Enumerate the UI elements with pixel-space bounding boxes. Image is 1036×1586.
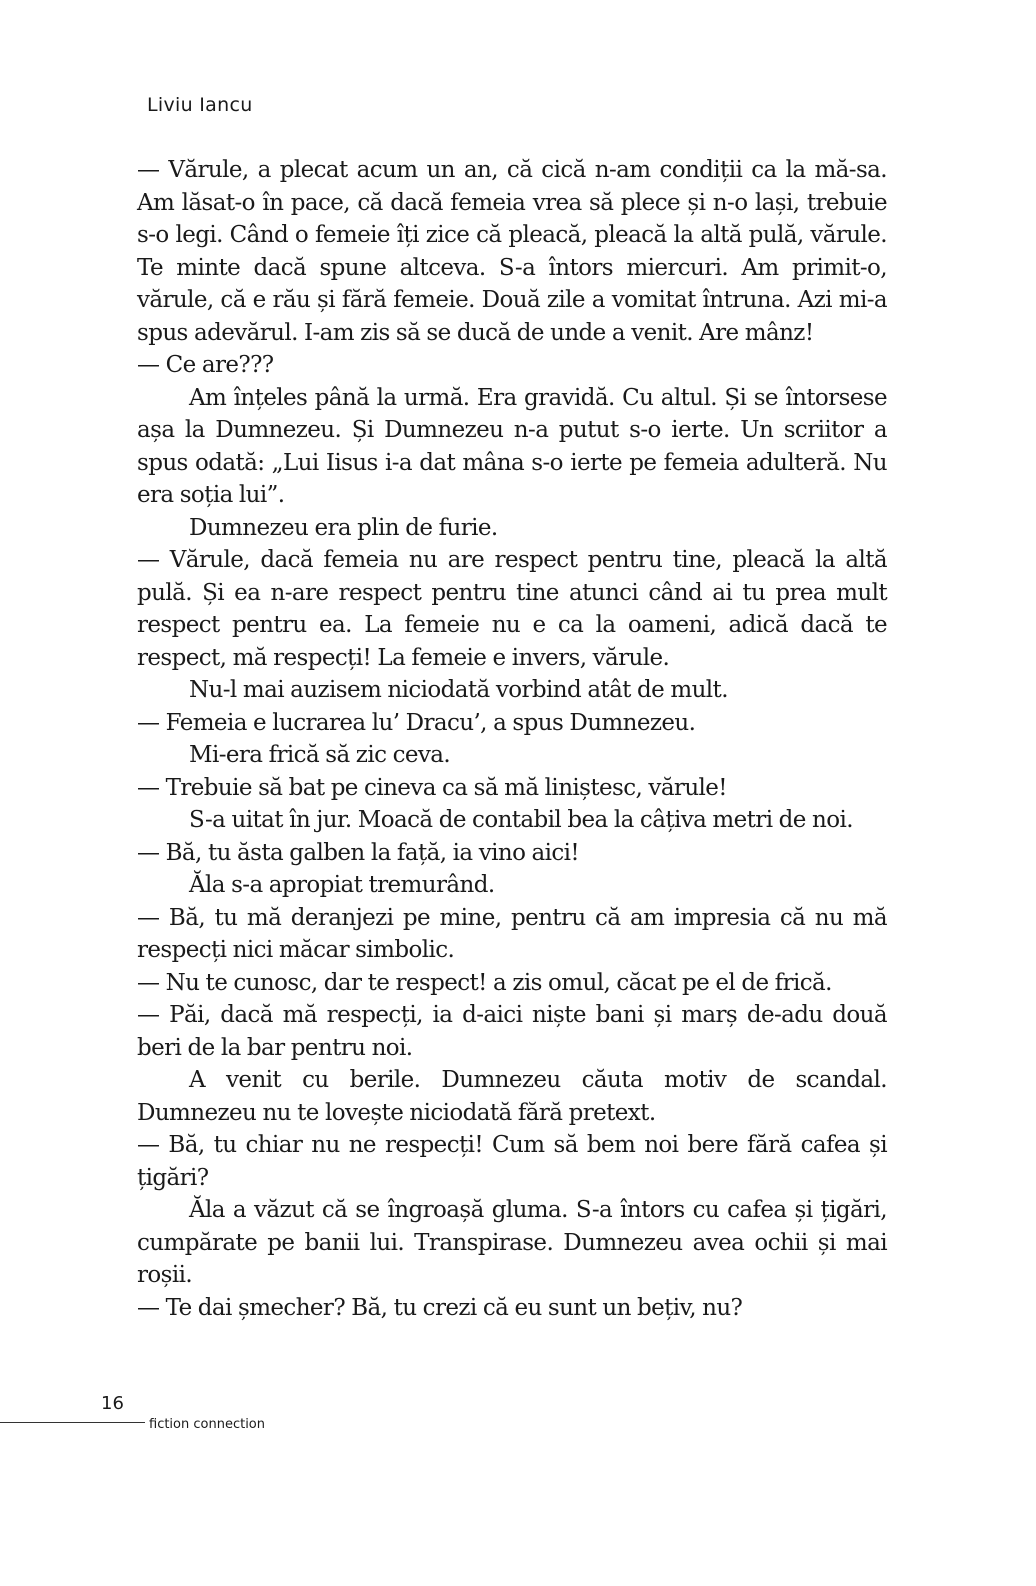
paragraph: — Nu te cunosc, dar te respect! a zis omul, căcat pe el de frică. <box>137 969 832 996</box>
imprint-label: fiction connection <box>149 1417 265 1432</box>
paragraph: Nu-l mai auzisem niciodată vorbind atât de mult. <box>189 677 728 703</box>
paragraph: — Te dai șmecher? Bă, tu crezi că eu sunt un bețiv, nu? <box>137 1294 743 1321</box>
paragraph: — Femeia e lucrarea lu’ Dracu’, a spus Dumnezeu. <box>137 709 696 736</box>
paragraph: — Bă, tu mă deranjezi pe mine, pentru că am impresia că nu mă respecți nici măcar simbolic. <box>137 904 887 963</box>
body-text <box>137 154 887 1324</box>
paragraph: A venit cu berile. Dumnezeu căuta motiv de scandal. Dumnezeu nu te lovește niciodată fără pretext. <box>137 1067 887 1126</box>
paragraph: — Bă, tu ăsta galben la față, ia vino aici! <box>137 839 580 866</box>
running-head-author: Liviu Iancu <box>147 94 253 116</box>
paragraph: Am înțeles până la urmă. Era gravidă. Cu altul. Și se întorsese așa la Dumnezeu. Și Dumnezeu n-a putut s-o ierte. Un scriitor a spus odată: „Lui Iisus i-a dat mâna s-o ierte pe femeia adulteră. Nu era soția lui”. <box>137 384 887 508</box>
paragraph: — Ce are??? <box>137 352 274 378</box>
paragraph: — Vărule, a plecat acum un an, că cică n-am condiții ca la mă-sa. Am lăsat-o în pace, că dacă femeia vrea să plece și n-o lași, trebuie s-o legi. Când o femeie îți zice că pleacă, pleacă la altă pulă, vărule. Te minte dacă spune altceva. S-a întors miercuri. Am primit-o, vărule, că e rău și fără femeie. Două zile a vomitat întruna. Azi mi-a spus adevărul. I-am zis să se ducă de unde a venit. Are mânz! <box>137 157 887 346</box>
paragraph: S-a uitat în jur. Moacă de contabil bea la câțiva metri de noi. <box>189 807 853 833</box>
paragraph: — Trebuie să bat pe cineva ca să mă liniștesc, vărule! <box>137 774 727 801</box>
paragraph: — Bă, tu chiar nu ne respecți! Cum să bem noi bere fără cafea și țigări? <box>137 1132 887 1191</box>
paragraph: — Păi, dacă mă respecți, ia d-aici niște bani și marș de-adu două beri de la bar pentru noi. <box>137 1002 887 1061</box>
page-number: 16 <box>101 1393 124 1414</box>
footer-rule <box>0 1422 145 1423</box>
paragraph: Ăla a văzut că se îngroașă gluma. S-a întors cu cafea și țigări, cumpărate pe banii lui. Transpirase. Dumnezeu avea ochii și mai roșii. <box>137 1197 887 1288</box>
paragraph: Dumnezeu era plin de furie. <box>189 514 498 541</box>
paragraph: Mi-era frică să zic ceva. <box>189 742 451 768</box>
paragraph: Ăla s-a apropiat tremurând. <box>189 872 495 898</box>
paragraph: — Vărule, dacă femeia nu are respect pentru tine, pleacă la altă pulă. Și ea n-are respect pentru tine atunci când ai tu prea mult respect pentru ea. La femeie nu e ca la oameni, adică dacă te respect, mă respecți! La femeie e invers, vărule. <box>137 547 887 671</box>
